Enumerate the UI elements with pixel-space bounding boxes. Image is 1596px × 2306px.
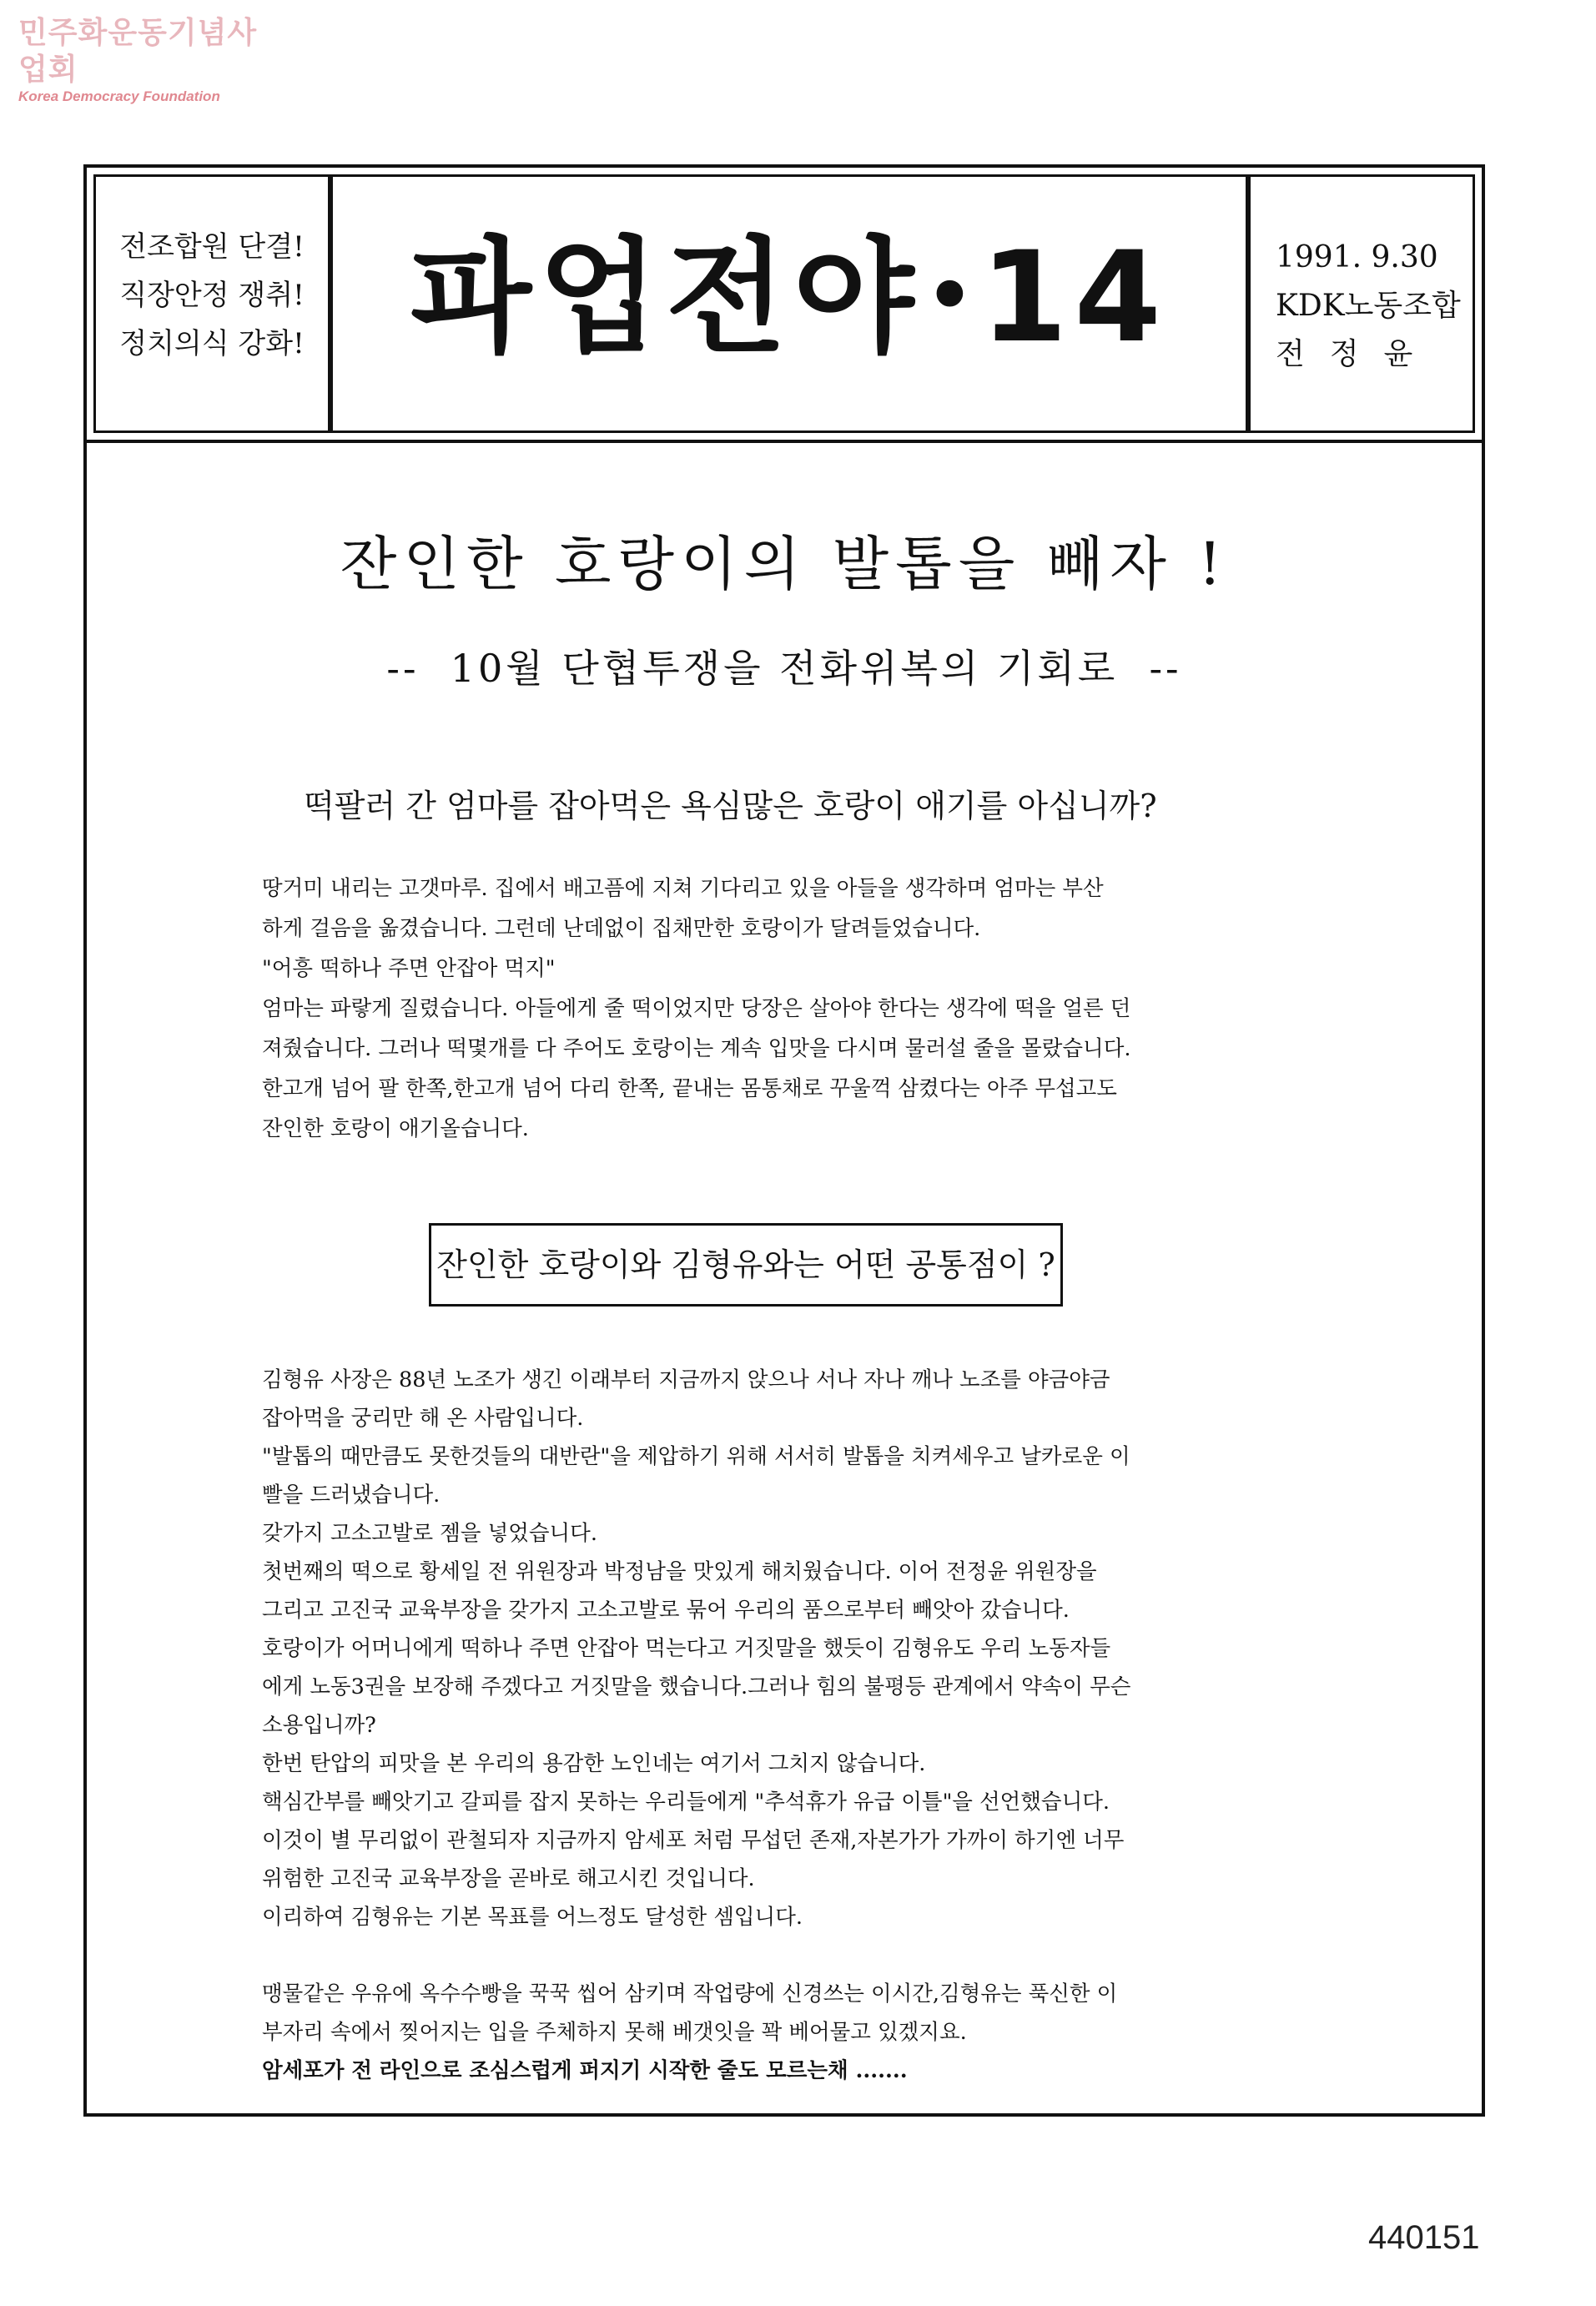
issue-date: 1991. 9.30 — [1276, 240, 1438, 274]
slogan-box — [93, 174, 330, 433]
body-line: 잔인한 호랑이 애기올습니다. — [262, 1116, 529, 1141]
masthead-name: 파업전야 — [410, 225, 921, 370]
body-line: 위험한 고진국 교육부장을 곧바로 해고시킨 것입니다. — [262, 1866, 755, 1891]
masthead-box — [330, 174, 1248, 433]
body-line: 첫번째의 떡으로 황세일 전 위원장과 박정남을 맛있게 해치웠습니다. 이어 전정윤 위원장을 — [262, 1559, 1097, 1584]
masthead-dot: • — [925, 251, 981, 340]
body-line: 엄마는 파랗게 질렸습니다. 아들에게 줄 떡이었지만 당장은 살아야 한다는 생각에 떡을 얼른 던 — [262, 996, 1131, 1021]
closing-line: 암세포가 전 라인으로 조심스럽게 퍼지기 시작한 줄도 모르는채 ....... — [262, 2058, 908, 2083]
body-line: 하게 걸음을 옮겼습니다. 그런데 난데없이 집채만한 호랑이가 달려들었습니다. — [262, 916, 981, 941]
slogan-3: 정치의식 강화! — [119, 327, 305, 360]
masthead-issue: 14 — [980, 225, 1168, 370]
masthead-title — [333, 227, 1246, 377]
body-line: 호랑이가 어머니에게 떡하나 주면 안잡아 먹는다고 거짓말을 했듯이 김형유도 우리 노동자들 — [262, 1636, 1111, 1661]
section1-heading: 떡팔러 간 엄마를 잡아먹은 욕심많은 호랑이 애기를 아십니까? — [304, 788, 1157, 824]
subheadline: -- 10월 단협투쟁을 전화위복의 기회로 -- — [386, 646, 1182, 691]
headline: 잔인한 호랑이의 발톱을 빼자 ! — [340, 530, 1229, 598]
body-line: 이리하여 김형유는 기본 목표를 어느정도 달성한 셈입니다. — [262, 1905, 803, 1930]
body-line: 김형유 사장은 88년 노조가 생긴 이래부터 지금까지 앉으나 서나 자나 깨나 노조를 야금야금 — [262, 1367, 1110, 1392]
body-line: 핵심간부를 빼앗기고 갈피를 잡지 못하는 우리들에게 "추석휴가 유급 이틀"을 선언했습니다. — [262, 1790, 1110, 1815]
body-line: 땅거미 내리는 고갯마루. 집에서 배고픔에 지쳐 기다리고 있을 아들을 생각하며 엄마는 부산 — [262, 876, 1104, 901]
watermark-title: 민주화운동기념사업회 — [18, 16, 258, 87]
slogan-2: 직장안정 쟁취! — [119, 279, 305, 312]
pubinfo — [1276, 234, 1459, 379]
body-line: 부자리 속에서 찢어지는 입을 주체하지 못해 베갯잇을 꽉 베어물고 있겠지요. — [262, 2020, 967, 2045]
watermark-subtitle: Korea Democracy Foundation — [18, 88, 220, 104]
body-line: 한고개 넘어 팔 한쪽,한고개 넘어 다리 한쪽, 끝내는 몸통채로 꾸울꺽 삼켰다는 아주 무섭고도 — [262, 1076, 1117, 1101]
body-line: 소용입니까? — [262, 1713, 376, 1738]
body-line: "발톱의 때만큼도 못한것들의 대반란"을 제압하기 위해 서서히 발톱을 치켜세우고 날카로운 이 — [262, 1444, 1130, 1469]
body-line: 갖가지 고소고발로 젬을 넣었습니다. — [262, 1521, 597, 1546]
body-line-blank — [262, 1936, 1347, 1975]
body-line: 한번 탄압의 피맛을 본 우리의 용감한 노인네는 여기서 그치지 않습니다. — [262, 1751, 926, 1776]
section2-heading-box: 잔인한 호랑이와 김형유와는 어떤 공통점이 ? — [429, 1223, 1063, 1307]
newsletter-frame — [83, 164, 1485, 2117]
slogan-1: 전조합원 단결! — [119, 230, 305, 264]
body-line: 맹물같은 우유에 옥수수빵을 꾹꾹 씹어 삼키며 작업량에 신경쓰는 이시간,김형유는 푹신한 이 — [262, 1981, 1118, 2006]
body-line: "어흥 떡하나 주면 안잡아 먹지" — [262, 956, 556, 981]
section2-body — [262, 1361, 1347, 2090]
organization: KDK노동조합 — [1276, 289, 1461, 323]
body-line: 에게 노동3권을 보장해 주겠다고 거짓말을 했습니다.그러나 힘의 불평등 관계에서 약속이 무슨 — [262, 1674, 1131, 1699]
body-line: 그리고 고진국 교육부장을 갖가지 고소고발로 묶어 우리의 품으로부터 빼앗아 갔습니다. — [262, 1598, 1070, 1623]
pubinfo-box — [1248, 174, 1475, 433]
slogan-list — [108, 223, 316, 368]
publisher: 전정윤 — [1276, 337, 1438, 371]
body-line: 져줬습니다. 그러나 떡몇개를 다 주어도 호랑이는 계속 입맛을 다시며 물러설 줄을 몰랐습니다. — [262, 1036, 1131, 1061]
watermark-logo — [18, 15, 269, 105]
document-number: 440151 — [1368, 2219, 1480, 2256]
masthead-header — [87, 168, 1482, 443]
body-line: 빨을 드러냈습니다. — [262, 1483, 441, 1508]
body-line: 이것이 별 무리없이 관철되자 지금까지 암세포 처럼 무섭던 존재,자본가가 가까이 하기엔 너무 — [262, 1828, 1125, 1853]
body-line: 잡아먹을 궁리만 해 온 사람입니다. — [262, 1406, 584, 1431]
section1-body — [262, 869, 1347, 1149]
